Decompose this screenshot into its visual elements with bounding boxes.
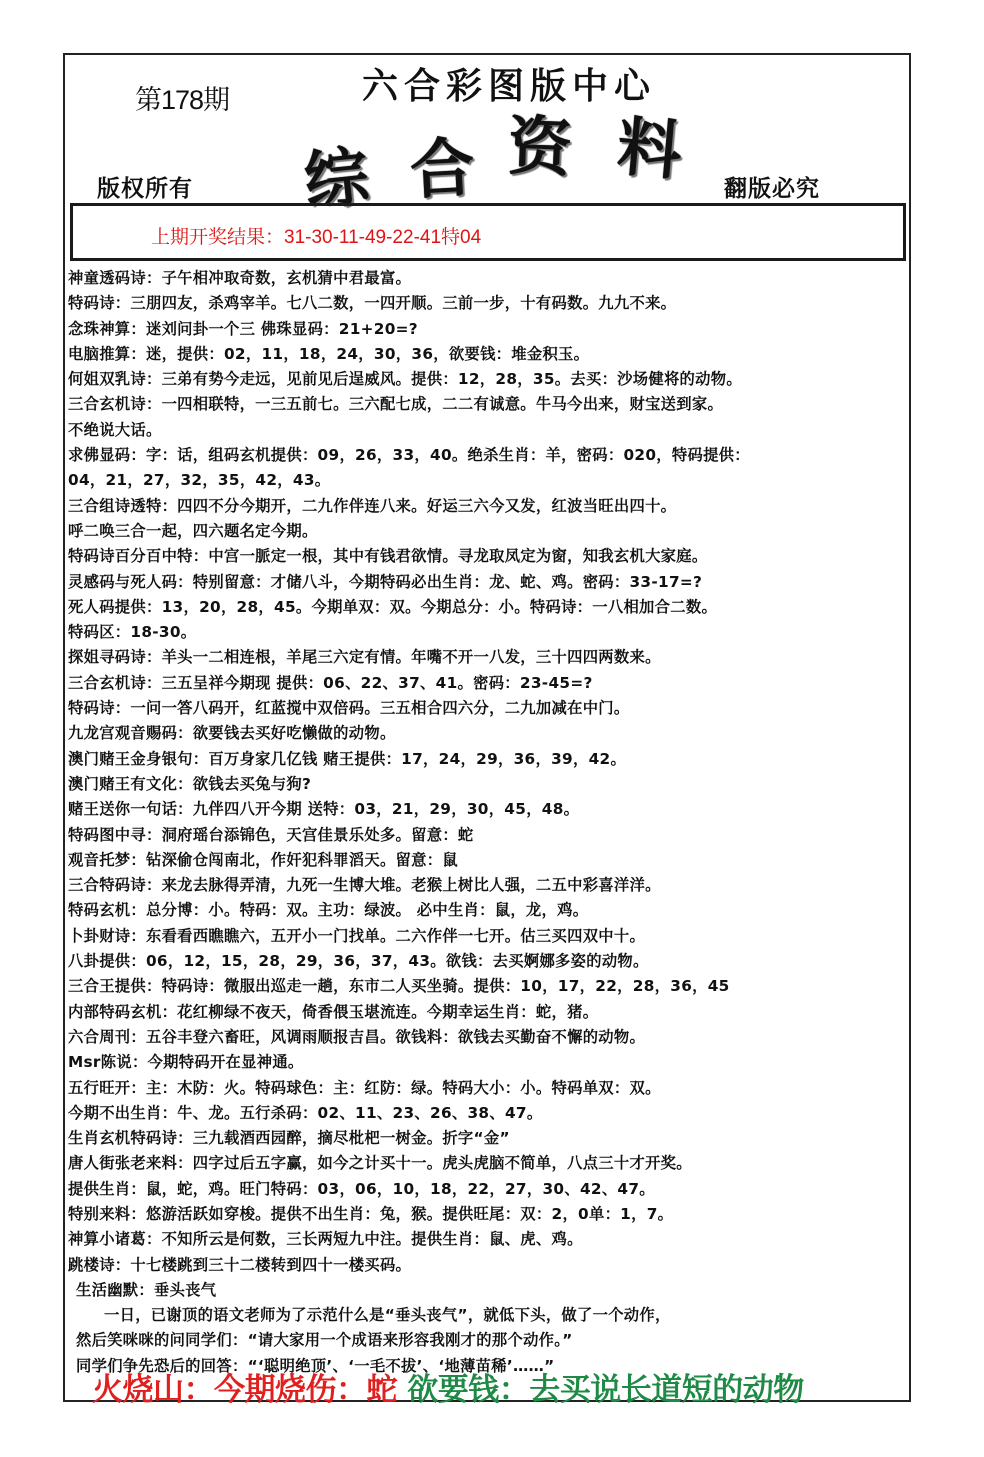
content-line: 内部特码玄机：花红柳绿不夜天，倚香偎玉堪流连。今期幸运生肖：蛇，猪。 xyxy=(68,1002,599,1021)
content-line: Msr陈说：今期特码开在显神通。 xyxy=(68,1053,304,1072)
content-line: 04，21，27，32，35，42，43。 xyxy=(68,471,331,490)
content-line: 三合玄机诗：一四相联特，一三五前七。三六配七成，二二有诚意。牛马今出来，财宝送到家。 xyxy=(68,395,724,414)
content-line: 跳楼诗：十七楼跳到三十二楼转到四十一楼买码。 xyxy=(68,1255,412,1274)
content-line: 特码诗：一问一答八码开，红蓝搅中双倍码。三五相合四六分，二九加减在中门。 xyxy=(68,699,630,718)
main-title-char-1: 综 xyxy=(300,138,373,221)
content-line: 神童透码诗：子午相冲取奇数，玄机猜中君最富。 xyxy=(68,269,412,287)
content-line: 特码图中寻：洞府瑶台添锦色，天宫佳景乐处多。留意：蛇 xyxy=(68,825,474,844)
content-lines xyxy=(68,266,908,1379)
content-line: 死人码提供：13，20，28，45。今期单双：双。今期总分：小。特码诗：一八相加合二数。 xyxy=(68,597,718,616)
content-line: 特码诗：三朋四友，杀鸡宰羊。七八二数，一四开顺。三前一步，十有码数。九九不来。 xyxy=(68,294,677,313)
content-line: 呼二唤三合一起，四六题名定今期。 xyxy=(68,521,318,540)
content-line: 求佛显码：字：话，组码玄机提供：09，26，33，40。绝杀生肖：羊，密码：020，特码提供： xyxy=(68,446,750,465)
piracy-slogan: 翻版必究 xyxy=(724,176,820,202)
content-line: 不绝说大话。 xyxy=(68,420,162,439)
main-title-char-4: 料 xyxy=(614,109,685,190)
copyright-slogan: 版权所有 xyxy=(97,176,193,202)
content-line: 唐人街张老来料：四字过后五字赢，如今之计买十一。虎头虎脑不简单，八点三十才开奖。 xyxy=(68,1154,692,1173)
content-line: 特码诗百分百中特：中宫一脈定一根，其中有钱君欲情。寻龙取凤定为窗，知我玄机大家庭。 xyxy=(68,547,708,566)
content-line: 三合特码诗：来龙去脉得弄清，九死一生博大堆。老猴上树比人强，二五中彩喜洋洋。 xyxy=(68,876,661,895)
banner-red-text: 火烧山：今期烧伤：蛇 xyxy=(92,1372,397,1408)
content-line: 八卦提供：06，12，15，28，29，36，37，43。欲钱：去买婀娜多姿的动物。 xyxy=(68,952,649,971)
content-line: 六合周刊：五谷丰登六畜旺，风调雨顺报吉昌。欲钱料：欲钱去买勤奋不懈的动物。 xyxy=(68,1027,646,1046)
center-title: 六合彩图版中心 xyxy=(362,66,657,107)
content-line: 念珠神算：迷刘问卦一个三 佛珠显码：21+20=? xyxy=(68,319,418,338)
content-line: 灵感码与死人码：特别留意：才储八斗，今期特码必出生肖：龙、蛇、鸡。密码：33-17=? xyxy=(68,572,703,591)
content-line: 何姐双乳诗：三弟有势今走远，见前见后逞威风。提供：12，28，35。去买：沙场健将的动物。 xyxy=(68,370,742,389)
content-line: 电脑推算：迷，提供：02，11，18，24，30，36，欲要钱：堆金积玉。 xyxy=(68,344,590,363)
content-line: 三合组诗透特：四四不分今期开，二九作伴连八来。好运三六今又发，红波当旺出四十。 xyxy=(68,496,677,515)
content-line: 提供生肖：鼠，蛇，鸡。旺门特码：03，06，10，18，22，27，30、42、47。 xyxy=(68,1179,655,1198)
content-line: 神算小诸葛：不知所云是何数，三长两短九中注。提供生肖：鼠、虎、鸡。 xyxy=(68,1230,583,1249)
content-line: 特别来料：悠游活跃如穿梭。提供不出生肖：兔，猴。提供旺尾：双：2，0单：1，7。 xyxy=(68,1204,674,1223)
main-title-char-3: 资 xyxy=(506,108,574,187)
issue-number: 第178期 xyxy=(135,85,230,115)
humor-paragraph: 一日，已谢顶的语文老师为了示范什么是“垂头丧气”，就低下头，做了一个动作， xyxy=(104,1306,671,1325)
main-title-char-2: 合 xyxy=(408,130,477,209)
content-line: 三合王提供：特码诗：微服出巡走一趟，东市二人买坐骑。提供：10，17，22，28，36，45 xyxy=(68,977,730,996)
content-line: 观音托梦：钻深偷仓闯南北，作奸犯科罪滔天。留意：鼠 xyxy=(68,850,458,869)
bottom-banner xyxy=(92,1364,804,1409)
content-line: 澳门赌王有文化：欲钱去买兔与狗? xyxy=(68,774,312,793)
humor-paragraph: 同学们争先恐后的回答：“‘聪明绝顶’、‘一毛不拔’、‘地薄苗稀’……” xyxy=(76,1356,555,1375)
last-result-box xyxy=(70,203,906,261)
content-line: 生肖玄机特码诗：三九载酒西园醉，摘尽枇杷一树金。折字“金” xyxy=(68,1129,510,1148)
content-line: 卜卦财诗：东看看西瞧瞧六，五开小一门找单。二六作伴一七开。估三买四双中十。 xyxy=(68,926,646,945)
content-line: 五行旺开：主：木防：火。特码球色：主：红防：绿。特码大小：小。特码单双：双。 xyxy=(68,1078,661,1097)
content-line: 特码区：18-30。 xyxy=(68,623,197,642)
content-line: 三合玄机诗：三五呈祥今期现 提供：06、22、37、41。密码：23-45=? xyxy=(68,673,593,692)
content-line: 九龙宫观音赐码：欲要钱去买好吃懒做的动物。 xyxy=(68,724,396,743)
content-line: 特码玄机：总分博：小。特码：双。主功：绿波。 必中生肖：鼠，龙，鸡。 xyxy=(68,901,589,920)
humor-paragraph: 然后笑咪咪的问同学们：“请大家用一个成语来形容我刚才的那个动作。” xyxy=(76,1331,573,1350)
humor-title: 生活幽默：垂头丧气 xyxy=(76,1280,217,1299)
content-line: 澳门赌王金身银句：百万身家几亿钱 赌王提供：17，24，29，36，39，42。 xyxy=(68,749,627,768)
content-line: 赌王送你一句话：九伴四八开今期 送特：03，21，29，30，45，48。 xyxy=(68,800,580,819)
banner-green-text: 欲要钱：去买说长道短的动物 xyxy=(407,1372,804,1408)
content-line: 探姐寻码诗：羊头一二相连根，羊尾三六定有情。年嘴不开一八发，三十四四两数来。 xyxy=(68,648,661,667)
content-line: 今期不出生肖：牛、龙。五行杀码：02、11、23、26、38、47。 xyxy=(68,1103,543,1122)
last-result-text: 上期开奖结果：31-30-11-49-22-41特04 xyxy=(151,227,482,248)
